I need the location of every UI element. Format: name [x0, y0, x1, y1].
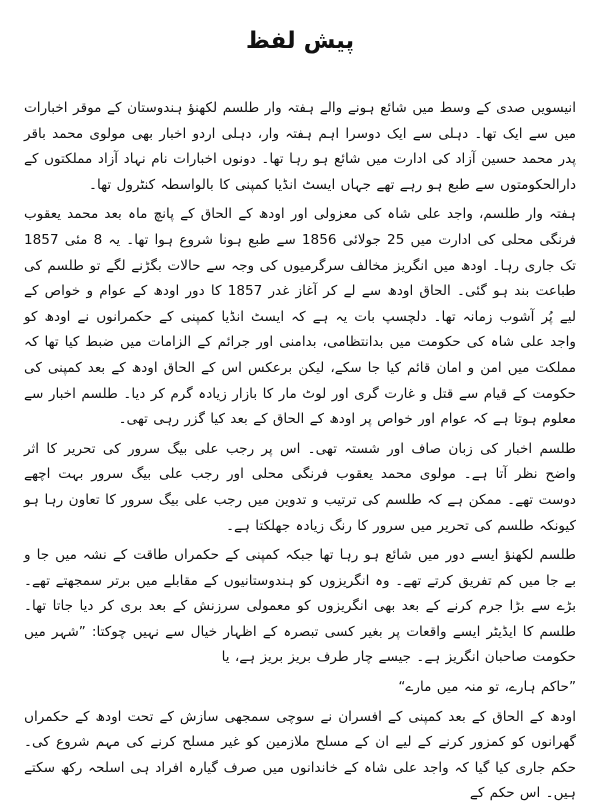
document-body: [24, 96, 576, 807]
paragraph-quote: ”حاکم ہارے، تو منہ میں مارے“: [398, 679, 576, 696]
paragraph-intro: انیسویں صدی کے وسط میں شائع ہونے والے ہفتہ وار طلسم لکھنؤ ہندوستان کے موقر اخبارات میں سے ایک تھا۔ دہلی سے ایک دوسرا اہم ہفتہ وار، دہلی اردو اخبار بھی مولوی محمد باقر پدر محمد حسین آزاد کی ادارت میں شائع ہو رہا تھا۔ دونوں اخبارات نام نہاد آزاد مملکتوں کے دارالحکومتوں سے طبع ہو رہے تھے جہاں ایسٹ انڈیا کمپنی کا بالواسطہ کنٹرول تھا۔: [24, 100, 576, 193]
page-title: پیش لفظ: [245, 28, 355, 54]
paragraph-rulers: طلسم لکھنؤ ایسے دور میں شائع ہو رہا تھا جبکہ کمپنی کے حکمراں طاقت کے نشہ میں جا و بے جا میں کم تفریق کرتے تھے۔ وہ انگریزوں کو ہندوستانیوں کے مقابلے میں برتر سمجھتے تھے۔ بڑے سے بڑا جرم کرنے کے بعد بھی انگریزوں کو معمولی سرزنش کے بعد بری کر دیا جاتا تھا۔ طلسم کا ایڈیٹر ایسے واقعات پر بغیر کسی تبصرہ کے اظہار خیال سے نہیں چوکتا: ”شہر میں حکومت صاحبان انگریز ہے۔ جیسے چار طرف بریز بریز ہے، یا: [24, 547, 576, 666]
paragraph-language: طلسم اخبار کی زبان صاف اور شستہ تھی۔ اس پر رجب علی بیگ سرور کی تحریر کا اثر واضح نظر آتا ہے۔ مولوی محمد یعقوب فرنگی محلی اور رجب علی بیگ سرور بہت اچھے دوست تھے۔ ممکن ہے کہ طلسم کی ترتیب و تدوین میں رجب علی بیگ سرور کا تعاون رہا ہو کیونکہ طلسم کی تحریر میں سرور کا رنگ زیادہ جھلکتا ہے۔: [24, 440, 576, 534]
paragraph-history: ہفتہ وار طلسم، واجد علی شاہ کی معزولی اور اودھ کے الحاق کے پانچ ماہ بعد محمد یعقوب فرنگی محلی کی ادارت میں 25 جولائی 1856 سے طبع ہونا شروع ہوا تھا۔ یہ 8 مئی 1857 تک جاری رہا۔ اودھ میں انگریز مخالف سرگرمیوں کی وجہ سے حالات بگڑنے لگے تو طلسم کی طباعت بند ہو گئی۔ الحاق اودھ سے لے کر آغاز غدر 1857 کا دور اودھ کے عوام و خواص کے لیے پُر آشوب زمانہ تھا۔ دلچسپ بات یہ ہے کہ ایسٹ انڈیا کمپنی کے حکمرانوں نے اودھ کو واجد علی شاہ کی حکومت میں بدانتظامی، بدامنی اور جرائم کے الزامات میں ضبط کیا تھا کہ مملکت میں امن و امان قائم کیا جا سکے، لیکن برعکس اس کے الحاق اودھ کے بعد کمپنی کی حکومت کے قیام سے قتل و غارت گری اور لوٹ مار کا بازار زیادہ گرم کر دیا۔ طلسم اخبار سے معلوم ہوتا ہے کہ عوام اور خواص پر اودھ کے الحاق کے بعد کیا گزر رہی تھی۔: [24, 206, 576, 428]
paragraph-annexation: اودھ کے الحاق کے بعد کمپنی کے افسران نے سوچی سمجھی سازش کے تحت اودھ کے حکمراں گھرانوں کو کمزور کرنے کے لیے ان کے مسلح ملازمین کو غیر مسلح کرنے کی مہم شروع کی۔ حکم جاری کیا گیا کہ واجد علی شاہ کے خاندانوں میں صرف گیارہ افراد ہی اسلحہ رکھ سکتے ہیں۔ اس حکم کے: [24, 708, 576, 802]
